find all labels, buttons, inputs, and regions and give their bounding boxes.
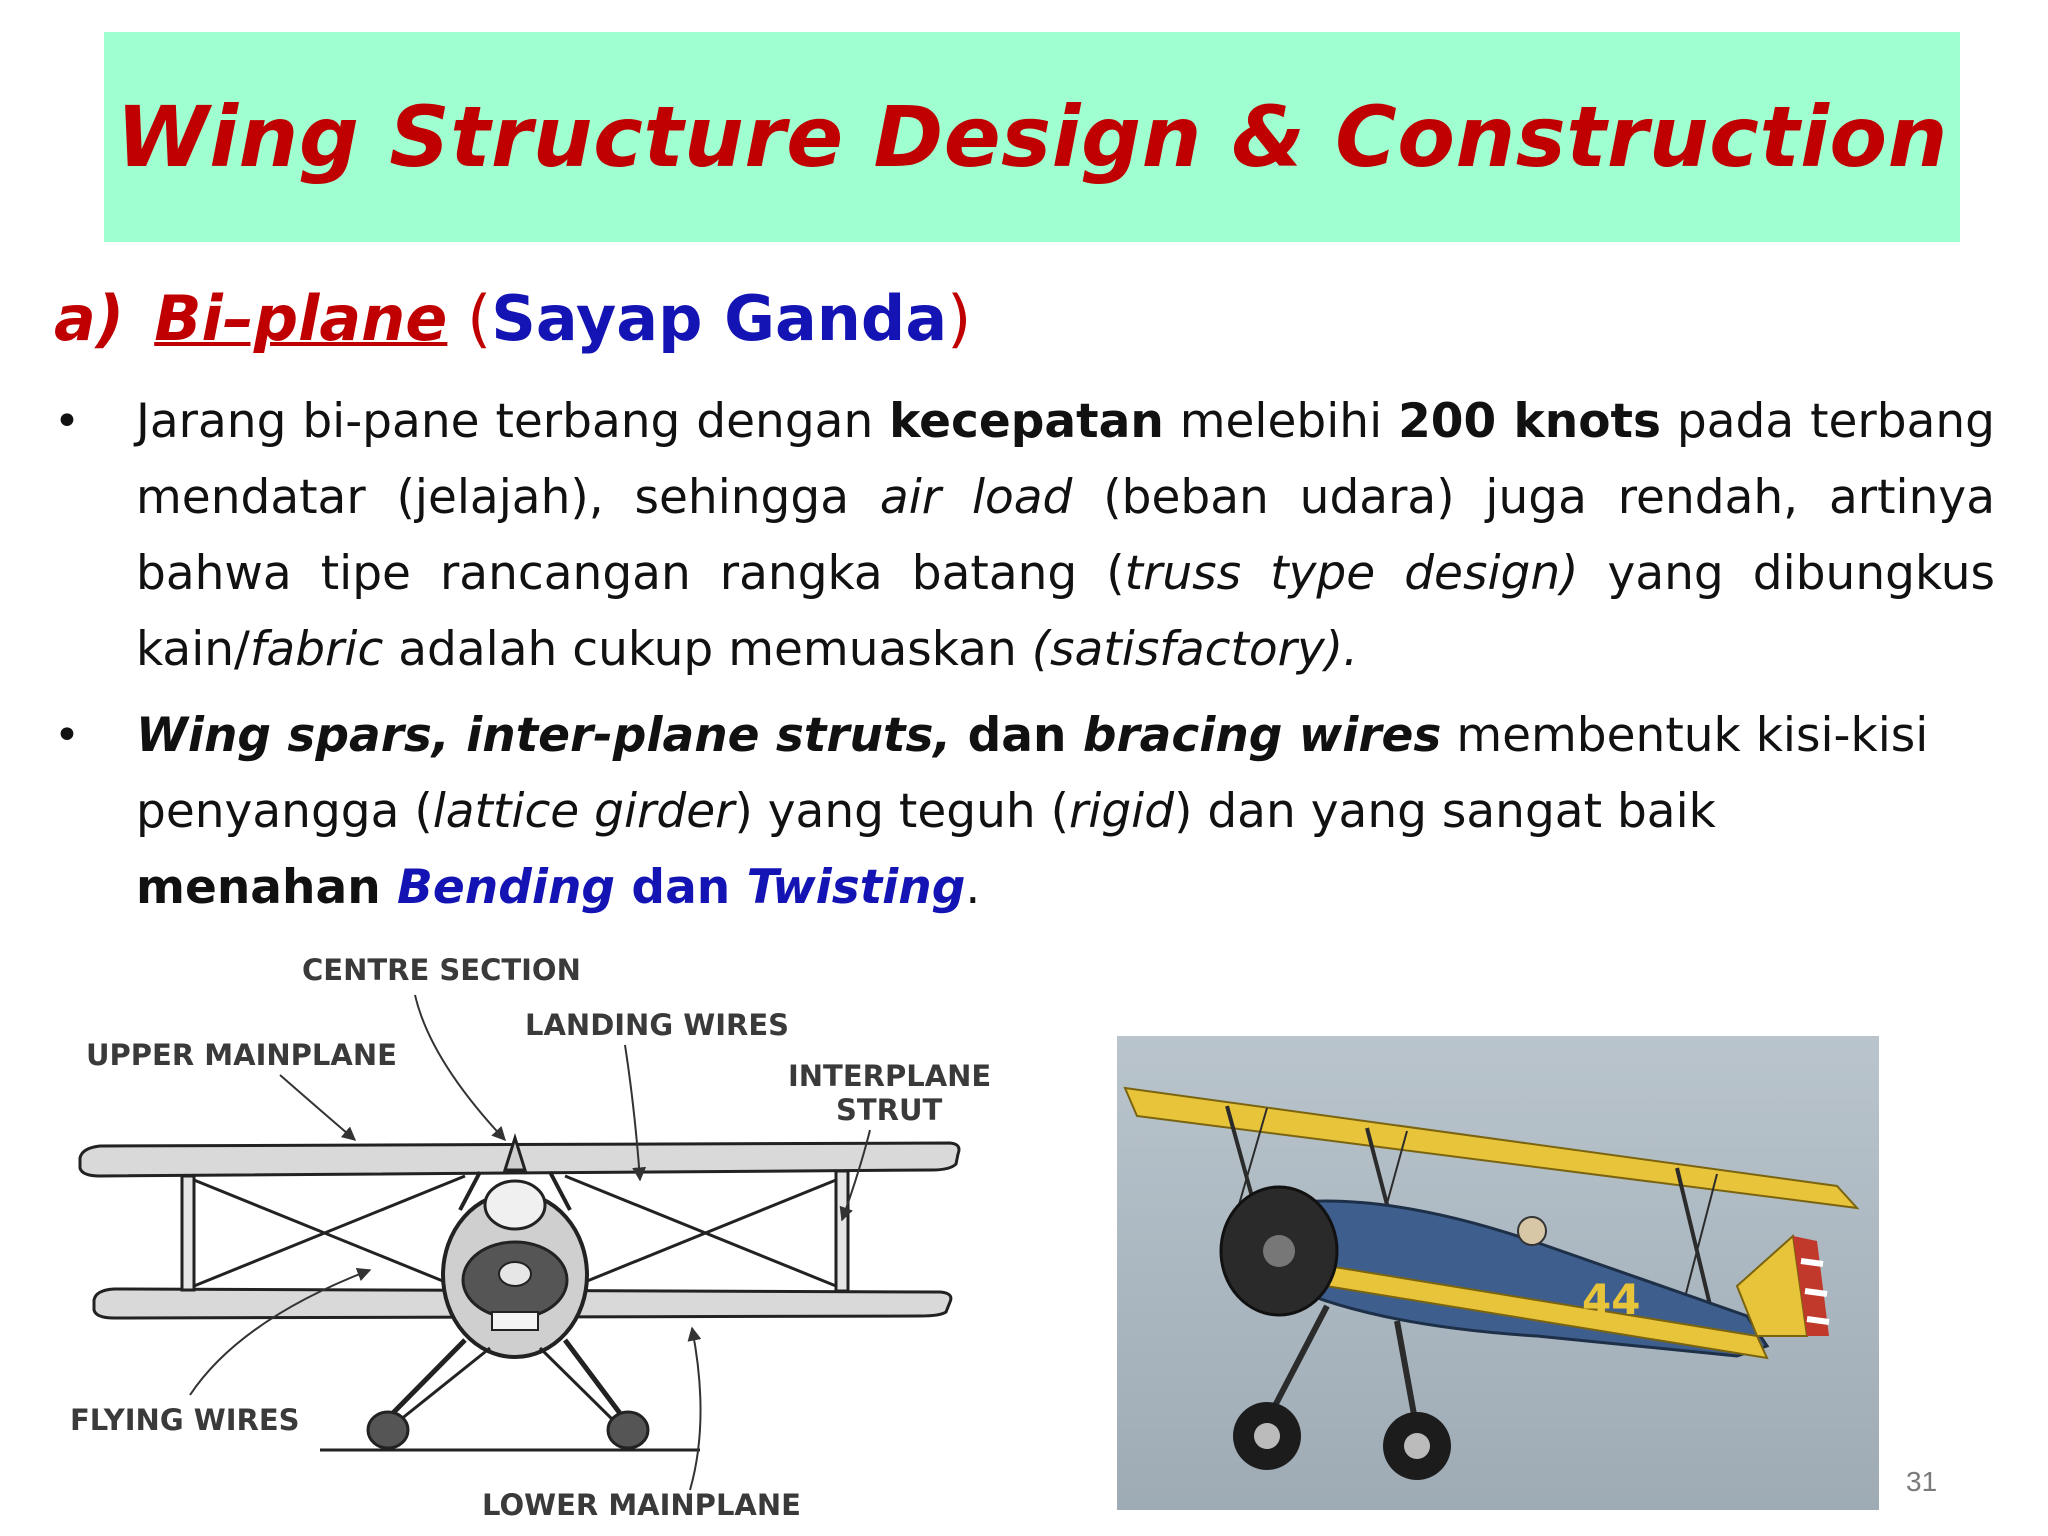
title-banner	[104, 32, 1960, 242]
b2-s3: bracing wires	[1082, 708, 1442, 763]
photo-pilot	[1518, 1217, 1546, 1245]
b2-s11: dan	[615, 860, 747, 915]
b2-s13: .	[965, 860, 981, 915]
cockpit-shape	[485, 1181, 545, 1229]
label-flying-wires: FLYING WIRES	[70, 1403, 300, 1437]
photo-engine-hub	[1263, 1235, 1295, 1267]
photo-wheel-hub	[1404, 1433, 1430, 1459]
heading-local-name: Sayap Ganda	[491, 282, 948, 355]
slide-title: Wing Structure Design & Construction	[116, 88, 1948, 186]
landing-wire	[565, 1176, 836, 1286]
b2-s2: dan	[951, 708, 1083, 763]
interplane-strut-left	[182, 1176, 194, 1290]
b1-s8: truss type design)	[1124, 546, 1579, 601]
section-heading	[54, 282, 971, 355]
photo-rudder-stripe-white	[1801, 1261, 1823, 1264]
biplane-diagram	[70, 940, 1030, 1530]
b1-s12: (satisfactory).	[1031, 622, 1359, 677]
label-centre-section: CENTRE SECTION	[302, 953, 581, 987]
bullet-text	[136, 384, 1995, 688]
b2-s8: ) dan yang sangat baik	[1174, 784, 1716, 839]
heading-term: Bi–plane	[154, 282, 448, 355]
leader-arrow	[280, 1075, 355, 1140]
bullet-item	[50, 698, 1995, 926]
intake-shape	[492, 1312, 538, 1330]
b2-s10: Bending	[397, 860, 616, 915]
bullet-dot: •	[54, 396, 80, 447]
b1-s9: yang dibungkus kain/	[136, 546, 1995, 677]
label-interplane-1: INTERPLANE	[788, 1059, 992, 1093]
bullet-item	[50, 384, 1995, 688]
b2-s9: menahan	[136, 860, 398, 915]
b1-s6: air load	[879, 470, 1073, 525]
b2-s12: Twisting	[746, 860, 966, 915]
label-upper-mainplane: UPPER MAINPLANE	[86, 1038, 397, 1072]
bullet-dot: •	[54, 710, 80, 761]
interplane-strut-right	[836, 1171, 848, 1291]
b2-s1: Wing spars, inter-plane struts,	[136, 708, 952, 763]
flying-wire	[194, 1180, 465, 1290]
b2-s7: rigid	[1068, 784, 1175, 839]
b1-s7: (beban udara) juga rendah, artinya bahwa tipe rancangan rangka batang (	[136, 470, 1995, 601]
label-lower-mainplane: LOWER MAINPLANE	[482, 1488, 801, 1522]
landing-wire	[194, 1176, 465, 1286]
label-interplane-2: STRUT	[836, 1093, 943, 1127]
photo-wheel-hub	[1254, 1423, 1280, 1449]
biplane-photo	[1117, 1036, 1879, 1510]
page-number: 31	[1906, 1466, 1938, 1497]
bullet-text	[136, 698, 1995, 926]
b1-s1: Jarang bi-pane terbang dengan	[136, 394, 890, 449]
photo-fuselage-number: 44	[1582, 1275, 1641, 1324]
heading-close-paren: )	[947, 282, 972, 355]
flying-wire	[565, 1180, 836, 1290]
bullet-list	[50, 384, 1995, 926]
b2-s5: lattice girder	[432, 784, 735, 839]
b2-s6: ) yang teguh (	[734, 784, 1069, 839]
leader-arrow	[415, 995, 505, 1140]
photo-rudder-stripe-white	[1805, 1291, 1827, 1294]
wheel-shape	[368, 1412, 408, 1448]
b1-s2: kecepatan	[889, 394, 1164, 449]
b1-s5: pada terbang mendatar (jelajah), sehingga	[136, 394, 1996, 525]
b1-s4: 200 knots	[1398, 394, 1661, 449]
b1-s10: fabric	[249, 622, 384, 677]
b1-s11: adalah cukup memuaskan	[383, 622, 1032, 677]
b2-s4: membentuk kisi-kisi penyangga (	[136, 708, 1929, 839]
wheel-shape	[608, 1412, 648, 1448]
label-landing-wires: LANDING WIRES	[525, 1008, 790, 1042]
b1-s3: melebihi	[1163, 394, 1399, 449]
spinner-shape	[499, 1262, 531, 1286]
photo-rudder-stripe-white	[1807, 1319, 1829, 1322]
heading-open-paren: (	[447, 282, 492, 355]
heading-letter: a)	[54, 282, 125, 355]
leader-arrow	[690, 1328, 701, 1490]
